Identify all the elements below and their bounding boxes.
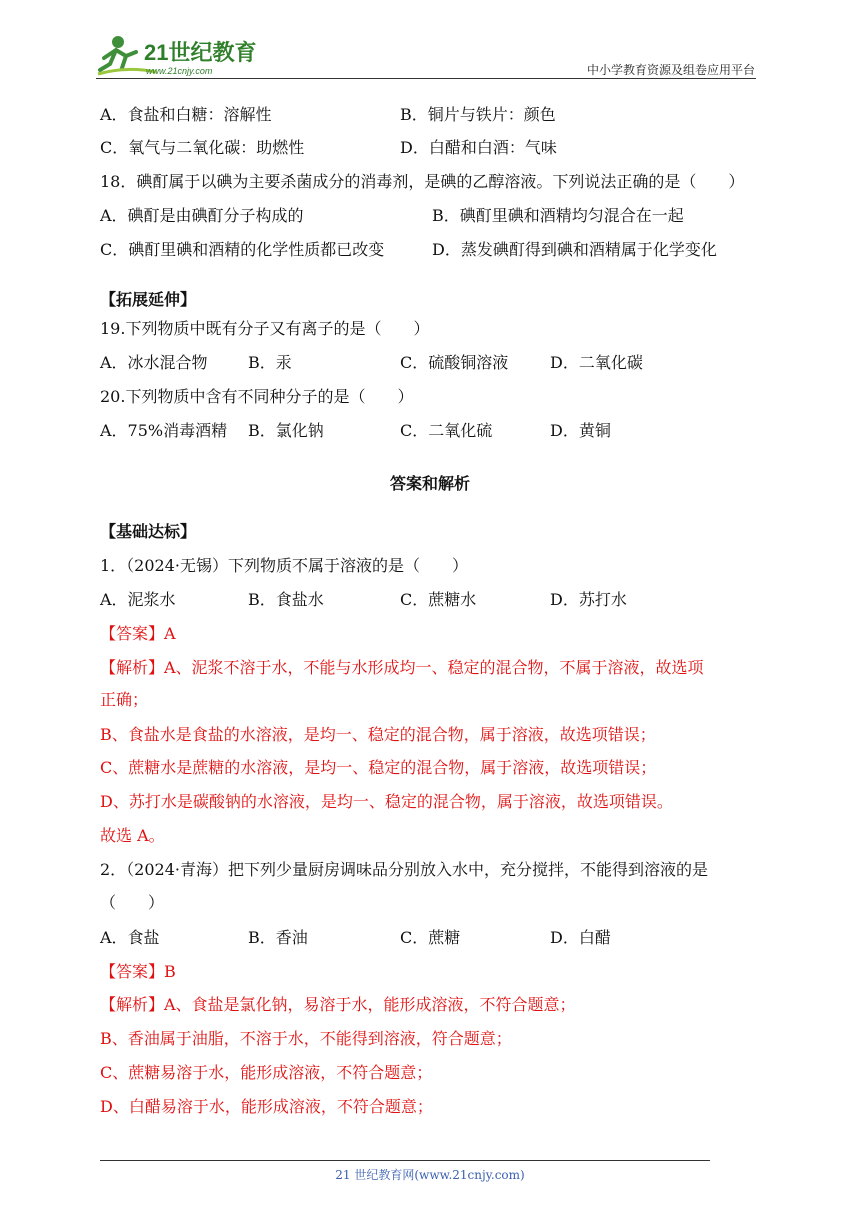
a1-answer: 【答案】A <box>100 624 176 643</box>
a1-option-c: C．蔗糖水 <box>400 590 477 609</box>
q19-stem: 19.下列物质中既有分子又有离子的是（ ） <box>100 319 430 338</box>
logo-url: www.21cnjy.com <box>146 66 213 76</box>
a2-option-d: D．白醋 <box>550 928 611 947</box>
header-platform-name: 中小学教育资源及组卷应用平台 <box>586 63 755 77</box>
a1-option-b: B．食盐水 <box>248 590 324 609</box>
a2-explanation-line: C、蔗糖易溶于水，能形成溶液，不符合题意； <box>100 1063 433 1082</box>
a2-answer: 【答案】B <box>100 962 176 981</box>
section-extension-heading: 【拓展延伸】 <box>100 290 197 309</box>
a2-explanation-line: D、白醋易溶于水，能形成溶液，不符合题意； <box>100 1097 433 1116</box>
q20-option-a: A．75%消毒酒精 <box>100 421 228 440</box>
a1-explanation-line: B、食盐水是食盐的水溶液，是均一、稳定的混合物，属于溶液，故选项错误； <box>100 725 656 744</box>
q17-option-b: B．铜片与铁片：颜色 <box>400 105 556 124</box>
a1-choice: 故选 A。 <box>100 826 165 845</box>
a1-explanation-line: 正确； <box>100 690 149 709</box>
a1-option-d: D．苏打水 <box>550 590 627 609</box>
logo-text: 21世纪教育 <box>144 40 257 65</box>
a2-option-c: C．蔗糖 <box>400 928 461 947</box>
q20-stem: 20.下列物质中含有不同种分子的是（ ） <box>100 387 414 406</box>
site-logo <box>96 30 266 80</box>
a2-option-b: B．香油 <box>248 928 308 947</box>
q20-option-d: D．黄铜 <box>550 421 611 440</box>
a1-option-a: A．泥浆水 <box>100 590 176 609</box>
a2-option-a: A．食盐 <box>100 928 160 947</box>
q18-option-b: B．碘酊里碘和酒精均匀混合在一起 <box>432 206 684 225</box>
a2-stem-cont: （ ） <box>100 893 165 912</box>
q19-option-d: D．二氧化碳 <box>550 353 643 372</box>
q18-stem: 18．碘酊属于以碘为主要杀菌成分的消毒剂，是碘的乙醇溶液。下列说法正确的是（ ） <box>100 172 745 191</box>
q20-option-c: C．二氧化硫 <box>400 421 493 440</box>
answers-title: 答案和解析 <box>389 474 470 493</box>
q17-option-a: A．食盐和白糖：溶解性 <box>100 105 272 124</box>
q18-option-a: A．碘酊是由碘酊分子构成的 <box>100 206 304 225</box>
a2-explanation-line: B、香油属于油脂，不溶于水，不能得到溶液，符合题意； <box>100 1029 512 1048</box>
q20-option-b: B．氯化钠 <box>248 421 324 440</box>
section-basic-heading: 【基础达标】 <box>100 522 197 541</box>
a1-stem: 1．（2024·无锡）下列物质不属于溶液的是（ ） <box>100 556 468 575</box>
header-rule <box>96 78 756 79</box>
q19-option-a: A．冰水混合物 <box>100 353 208 372</box>
q17-option-d: D．白醋和白酒：气味 <box>400 138 557 157</box>
q18-option-c: C．碘酊里碘和酒精的化学性质都已改变 <box>100 240 385 259</box>
a1-explanation-line: D、苏打水是碳酸钠的水溶液，是均一、稳定的混合物，属于溶液，故选项错误。 <box>100 792 673 811</box>
q18-option-d: D．蒸发碘酊得到碘和酒精属于化学变化 <box>432 240 717 259</box>
a1-explanation-line: 【解析】A、泥浆不溶于水，不能与水形成均一、稳定的混合物，不属于溶液，故选项 <box>100 658 704 677</box>
q19-option-b: B．汞 <box>248 353 292 372</box>
q17-option-c: C．氧气与二氧化碳：助燃性 <box>100 138 305 157</box>
a1-explanation-line: C、蔗糖水是蔗糖的水溶液，是均一、稳定的混合物，属于溶液，故选项错误； <box>100 758 657 777</box>
q19-option-c: C．硫酸铜溶液 <box>400 353 509 372</box>
a2-explanation-line: 【解析】A、食盐是氯化钠，易溶于水，能形成溶液，不符合题意； <box>100 995 576 1014</box>
footer-text[interactable]: 21 世纪教育网(www.21cnjy.com) <box>335 1168 525 1182</box>
a2-stem: 2．（2024·青海）把下列少量厨房调味品分别放入水中，充分搅拌，不能得到溶液的是 <box>100 860 708 879</box>
footer-rule <box>100 1160 710 1161</box>
